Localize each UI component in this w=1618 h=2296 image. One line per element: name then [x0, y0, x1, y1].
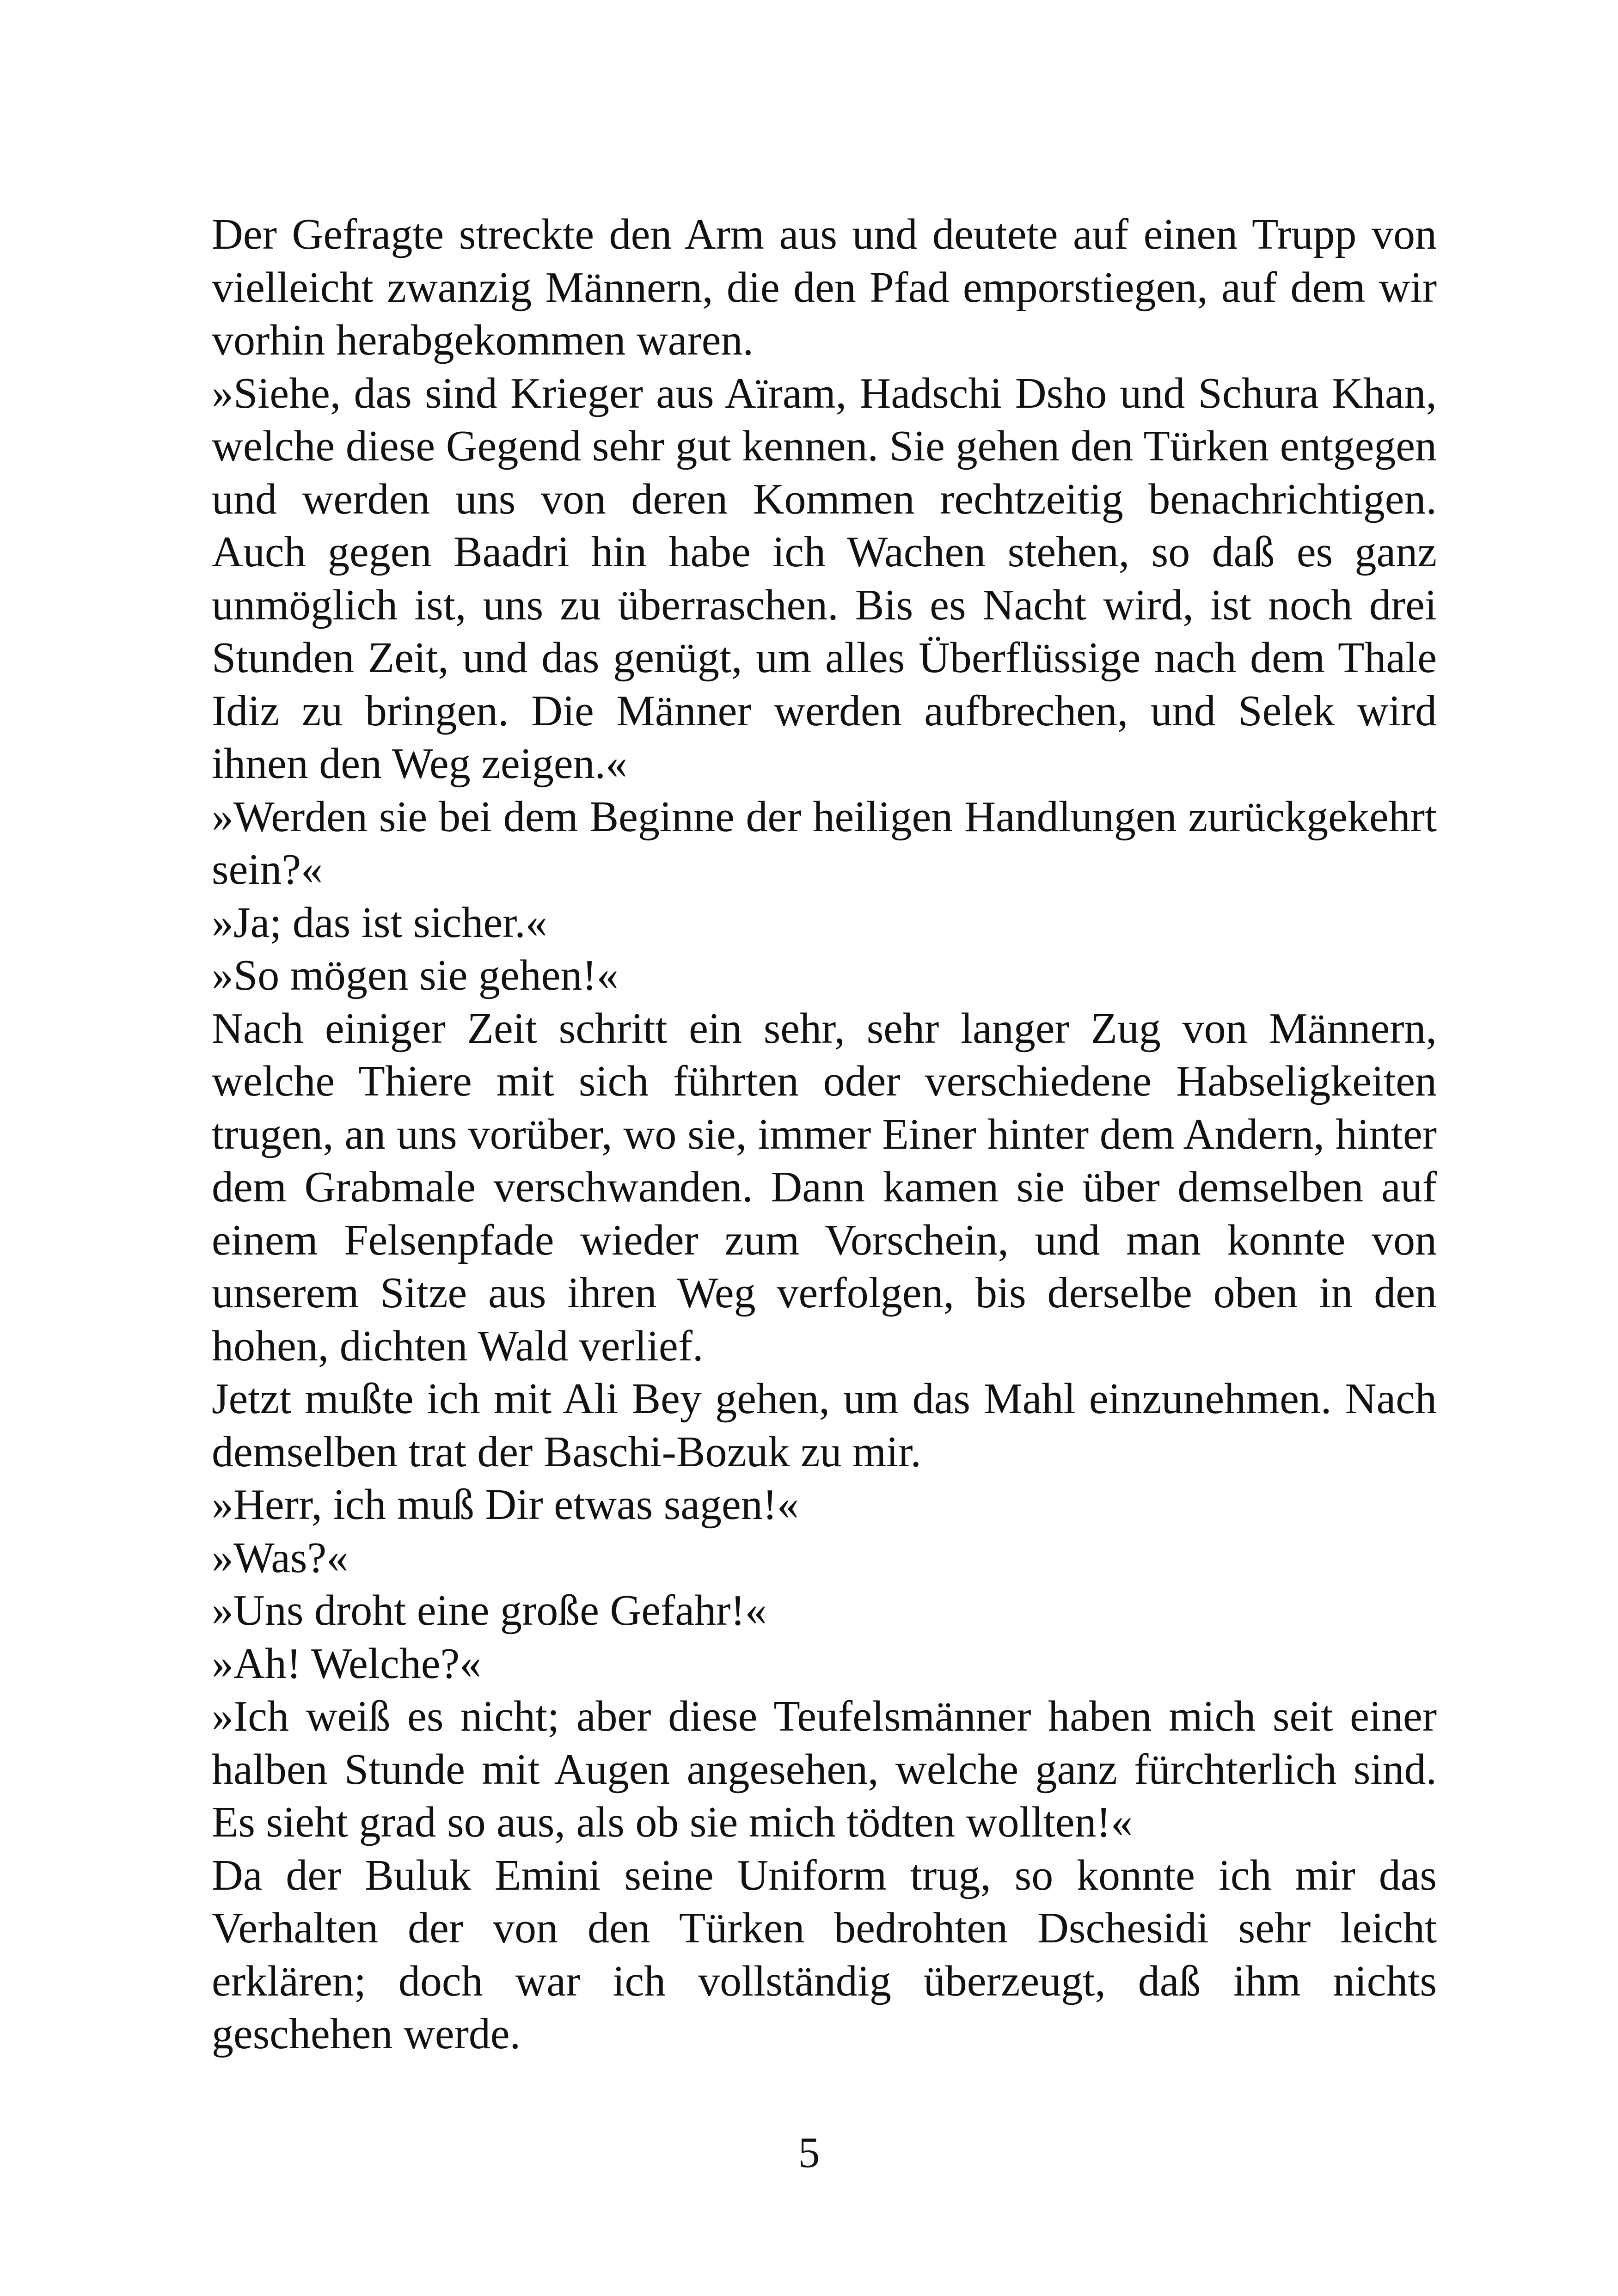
page-number: 5	[798, 2129, 820, 2177]
paragraph: »Uns droht eine große Gefahr!«	[212, 1586, 767, 1635]
paragraph: »Ja; das ist sicher.«	[212, 898, 547, 947]
body-text	[212, 208, 1437, 2061]
paragraph: »So mögen sie gehen!«	[212, 951, 619, 999]
paragraph: »Ich weiß es nicht; aber diese Teufelsmänner haben mich seit einer halben Stunde mit Augen angesehen, welche ganz fürchterlich sind. Es sieht grad so aus, als ob sie mich tödten wollten!«	[212, 1692, 1437, 1846]
paragraph: »Ah! Welche?«	[212, 1639, 482, 1688]
paragraph: Da der Buluk Emini seine Uniform trug, so konnte ich mir das Verhalten der von den Türken bedrohten Dschesidi sehr leicht erklären; doch war ich vollständig überzeugt, daß ihm nichts geschehen werde.	[212, 1851, 1437, 2058]
paragraph: Nach einiger Zeit schritt ein sehr, sehr langer Zug von Männern, welche Thiere mit sich führten oder verschiedene Habseligkeiten trugen, an uns vorüber, wo sie, immer Einer hinter dem Andern, hinter dem Grabmale verschwanden. Dann kamen sie über demselben auf einem Felsenpfade wieder zum Vorschein, und man konnte von unserem Sitze aus ihren Weg verfolgen, bis derselbe oben in den hohen, dichten Wald verlief.	[212, 1004, 1437, 1370]
paragraph: »Herr, ich muß Dir etwas sagen!«	[212, 1481, 799, 1529]
paragraph: Der Gefragte streckte den Arm aus und deutete auf einen Trupp von vielleicht zwanzig Männern, die den Pfad emporstiegen, auf dem wir vorhin herabgekommen waren.	[212, 210, 1437, 364]
paragraph: »Siehe, das sind Krieger aus Aïram, Hadschi Dsho und Schura Khan, welche diese Gegend sehr gut kennen. Sie gehen den Türken entgegen und werden uns von deren Kommen rechtzeitig benachrichtigen. Auch gegen Baadri hin habe ich Wachen stehen, so daß es ganz unmöglich ist, uns zu überraschen. Bis es Nacht wird, ist noch drei Stunden Zeit, und das genügt, um alles Überflüssige nach dem Thale Idiz zu bringen. Die Männer werden aufbrechen, und Selek wird ihnen den Weg zeigen.«	[212, 369, 1437, 788]
paragraph: »Was?«	[212, 1533, 349, 1582]
paragraph: »Werden sie bei dem Beginne der heiligen Handlungen zurückgekehrt sein?«	[212, 792, 1437, 894]
paragraph: Jetzt mußte ich mit Ali Bey gehen, um das Mahl einzunehmen. Nach demselben trat der Baschi-Bozuk zu mir.	[212, 1375, 1437, 1476]
